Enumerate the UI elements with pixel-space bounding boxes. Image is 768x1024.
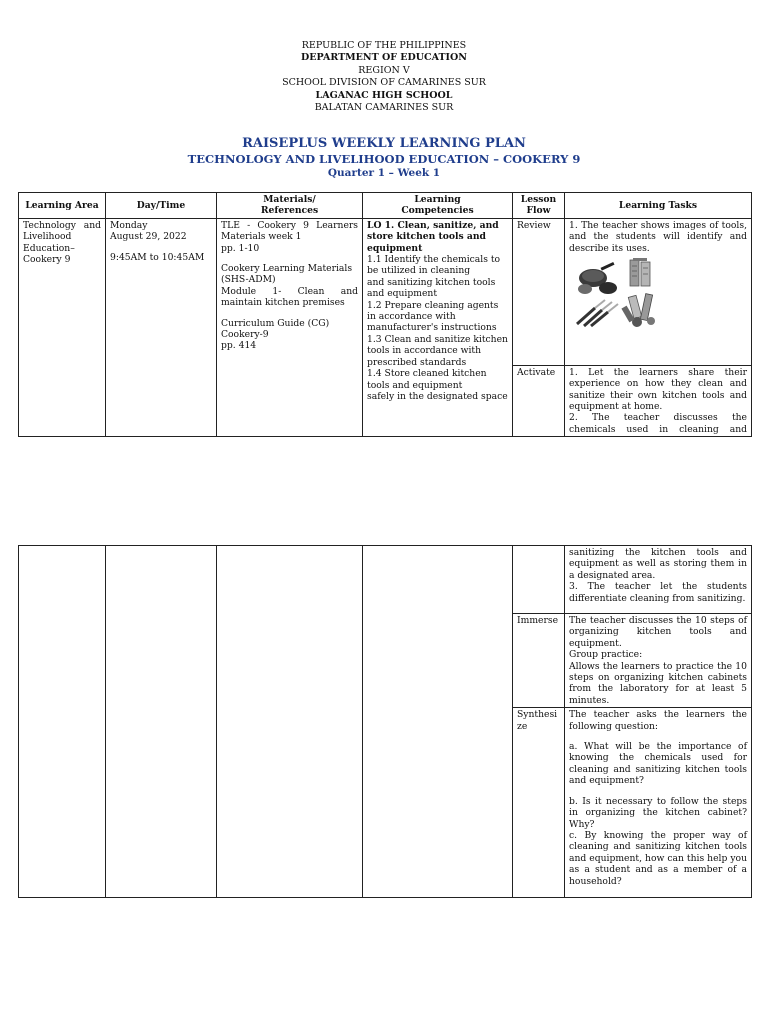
task-review-cell: [565, 218, 752, 365]
plan-title: RAISEPLUS WEEKLY LEARNING PLAN: [242, 136, 526, 151]
tool-images: [569, 254, 747, 330]
immerse-task-text: Allows the learners to practice the 10 steps on organizing kitchen cabinets from the laboratory for at least 5 minutes.: [569, 660, 747, 706]
school-line: LAGANAC HIGH SCHOOL: [315, 89, 453, 101]
competency-text: 1.3 Clean and sanitize kitchen tools in accordance with prescribed standards: [367, 333, 508, 368]
col-competencies: Learning Competencies: [363, 193, 513, 219]
materials-cell: [217, 218, 363, 436]
region-line: REGION V: [358, 64, 410, 76]
plan-titles: [0, 136, 768, 180]
immerse-task-text: Group practice:: [569, 649, 643, 661]
document-header: [0, 40, 768, 114]
materials-text: Cookery Learning Materials (SHS-ADM): [221, 263, 353, 286]
learning-plan-table-1: [18, 192, 752, 437]
flow-activate-cont-cell: [513, 546, 565, 614]
task-activate-cont-cell: [565, 546, 752, 614]
synthesize-task-text: The teacher asks the learners the following question:: [569, 709, 747, 732]
kitchen-utensils-icon: [621, 294, 655, 327]
activate-task-text: 1. Let the learners share their experience on how they clean and sanitize their own kitchen tools and equipment at home.: [569, 366, 747, 413]
task-synthesize-cell: [565, 708, 752, 898]
empty-cell: [217, 546, 363, 898]
empty-cell: [363, 546, 513, 898]
activate-task-text: 3. The teacher let the students differentiate cleaning from sanitizing.: [569, 581, 747, 604]
subject-title: TECHNOLOGY AND LIVELIHOOD EDUCATION – COOKERY 9: [187, 152, 581, 166]
learning-area-text: Technology and Livelihood Education– Cookery 9: [23, 219, 101, 266]
review-task-text: 1. The teacher shows images of tools, and the students will identify and describe its uses.: [569, 219, 747, 254]
day-text: Monday: [110, 219, 148, 231]
activate-task-text: sanitizing the kitchen tools and equipment as well as storing them in a designated area.: [569, 547, 747, 581]
republic-line: REPUBLIC OF THE PHILIPPINES: [301, 40, 467, 51]
day-time-cell: [106, 218, 217, 436]
col-lesson-flow: Lesson Flow: [513, 193, 565, 219]
competencies-cell: [363, 218, 513, 436]
quarter-title: Quarter 1 – Week 1: [327, 167, 441, 179]
flow-review-cell: Review: [513, 218, 565, 365]
kitchen-tools-illustration: [575, 258, 685, 334]
synthesize-task-text: b. Is it necessary to follow the steps in organizing the kitchen cabinet? Why?: [569, 795, 747, 830]
synthesize-task-text: c. By knowing the proper way of cleaning and sanitizing kitchen tools and equipment, how can this help you as a student and as a member of a household?: [569, 829, 747, 887]
learning-plan-table-2: [18, 545, 752, 898]
col-learning-area: Learning Area: [19, 193, 106, 219]
synthesize-task-text: a. What will be the importance of knowing the chemicals used for cleaning and sanitizing kitchen tools and equipment?: [569, 741, 747, 787]
competency-text: and sanitizing kitchen tools and equipment: [367, 276, 496, 300]
table-row: [19, 546, 752, 614]
col-materials: Materials/ References: [217, 193, 363, 219]
competency-text: 1.4 Store cleaned kitchen tools and equipment: [367, 368, 487, 391]
flow-synthesize-cell: Synthesi ze: [513, 708, 565, 898]
materials-text: Cookery-9: [221, 329, 269, 341]
flow-immerse-cell: Immerse: [513, 614, 565, 708]
date-text: August 29, 2022: [110, 231, 187, 243]
empty-cell: [106, 546, 217, 898]
learning-area-cell: [19, 218, 106, 436]
time-text: 9:45AM to 10:45AM: [110, 251, 205, 263]
materials-text: Curriculum Guide (CG): [221, 317, 330, 329]
competency-text: safely in the designated space: [367, 390, 508, 402]
division-line: SCHOOL DIVISION OF CAMARINES SUR: [282, 77, 486, 89]
materials-text: pp. 1-10: [221, 242, 260, 254]
materials-text: TLE - Cookery 9 Learners Materials week 1: [221, 219, 358, 243]
immerse-task-text: The teacher discusses the 10 steps of organizing kitchen tools and equipment.: [569, 615, 747, 649]
task-immerse-cell: [565, 614, 752, 708]
address-line: BALATAN CAMARINES SUR: [314, 102, 454, 114]
empty-cell: [19, 546, 106, 898]
table-header-row: [19, 193, 752, 219]
competency-text: 1.2 Prepare cleaning agents in accordance with manufacturer's instructions: [367, 299, 499, 334]
department-line: DEPARTMENT OF EDUCATION: [301, 52, 467, 64]
materials-text: Module 1- Clean and maintain kitchen premises: [221, 285, 358, 309]
grater-icon: [630, 258, 650, 286]
competency-text: 1.1 Identify the chemicals to be utilized in cleaning: [367, 254, 501, 277]
materials-text: pp. 414: [221, 340, 257, 352]
knives-icon: [577, 300, 618, 326]
table-row: [19, 218, 752, 365]
learning-objective: LO 1. Clean, sanitize, and store kitchen tools and equipment: [367, 219, 499, 254]
flow-activate-cell: Activate: [513, 365, 565, 436]
col-learning-tasks: Learning Tasks: [565, 193, 752, 219]
activate-task-text: 2. The teacher discusses the chemicals used in cleaning and: [569, 412, 747, 435]
col-day-time: Day/Time: [106, 193, 217, 219]
pots-pans-icon: [578, 262, 617, 294]
task-activate-cell: [565, 365, 752, 436]
